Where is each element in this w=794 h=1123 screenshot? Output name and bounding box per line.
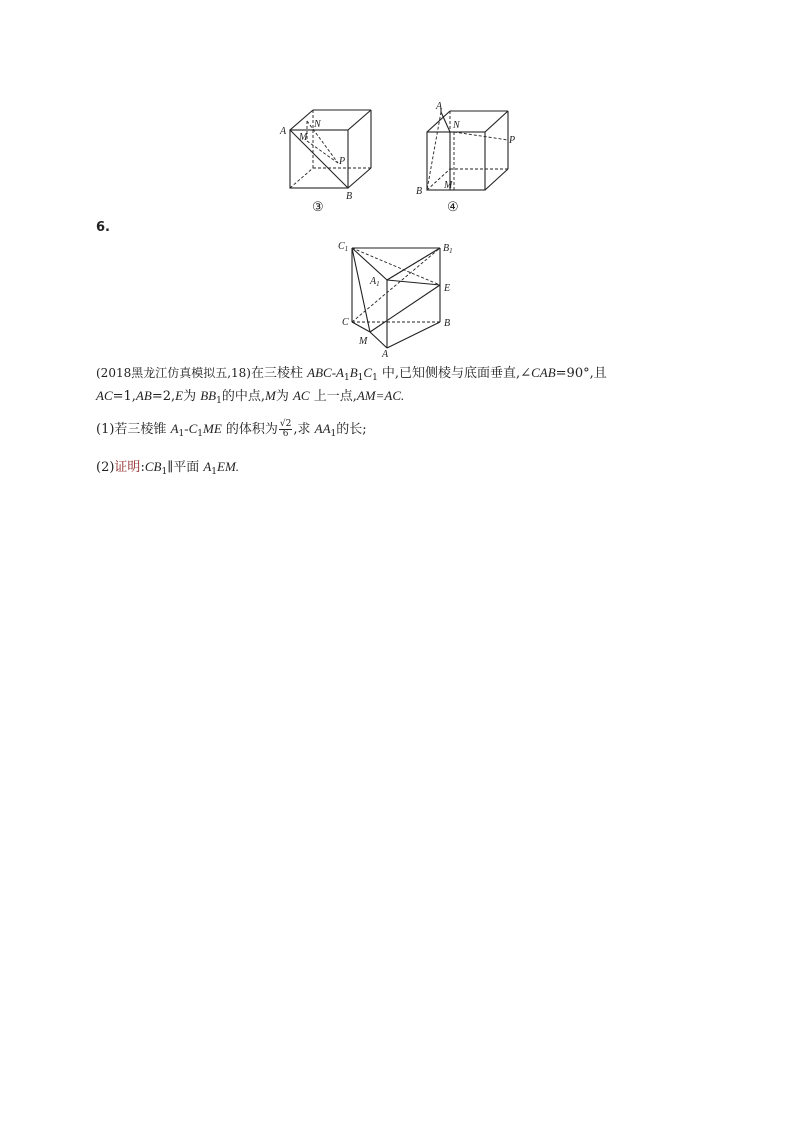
- fig3-label-A: A: [280, 126, 287, 137]
- prism-label-A: A: [382, 349, 389, 360]
- fig3-label-N: N: [314, 119, 321, 130]
- prism-label-C1: $C_1$: [338, 241, 349, 253]
- question-2: (2)证明$:CB_1\parallel$平面 $A_1EM$.: [96, 459, 240, 477]
- problem-statement-line-2: AC=1,AB=2,E为 $BB_1$的中点,M为 AC 上一点,AM=AC.: [96, 388, 405, 406]
- problem-source: (2018黑龙江仿真模拟五,18): [96, 366, 251, 380]
- fig4-caption: ④: [447, 199, 459, 214]
- fig3-label-P: P: [339, 156, 346, 167]
- problem-statement-line-1: (2018黑龙江仿真模拟五,18)在三棱柱 ABC-$A_1B_1C_1$ 中,已知侧棱与底面垂直,∠CAB=90°,且: [96, 365, 607, 383]
- prism-label-M: M: [359, 336, 368, 347]
- fig3-label-B: B: [346, 191, 353, 202]
- prism-label-B: B: [444, 318, 451, 329]
- prism-label-A1: $A_1$: [370, 276, 380, 288]
- volume-fraction: $\frac{√2}{6}$: [279, 419, 292, 439]
- prism-label-E: E: [444, 283, 451, 294]
- prism-label-B1: $B_1$: [443, 243, 453, 255]
- fig3-caption: ③: [312, 199, 324, 214]
- fig4-label-A: A: [436, 101, 443, 112]
- problem-number: 6.: [96, 220, 110, 235]
- prism-label-C: C: [342, 317, 349, 328]
- prism-figure: [330, 238, 465, 360]
- question-1: (1)若三棱锥 $A_1-C_1ME$ 的体积为 $\frac{√2}{6}$ ,求 $AA_1$的长;: [96, 419, 367, 439]
- figure-4-cube: [412, 100, 527, 217]
- prove-link[interactable]: 证明: [114, 460, 141, 475]
- fig4-label-P: P: [509, 135, 516, 146]
- fig4-label-B: B: [416, 186, 423, 197]
- fig3-label-M: M: [299, 132, 308, 143]
- fig4-label-N: N: [453, 120, 460, 131]
- fig4-label-M: M: [444, 180, 453, 191]
- figure-3-cube: [275, 105, 385, 217]
